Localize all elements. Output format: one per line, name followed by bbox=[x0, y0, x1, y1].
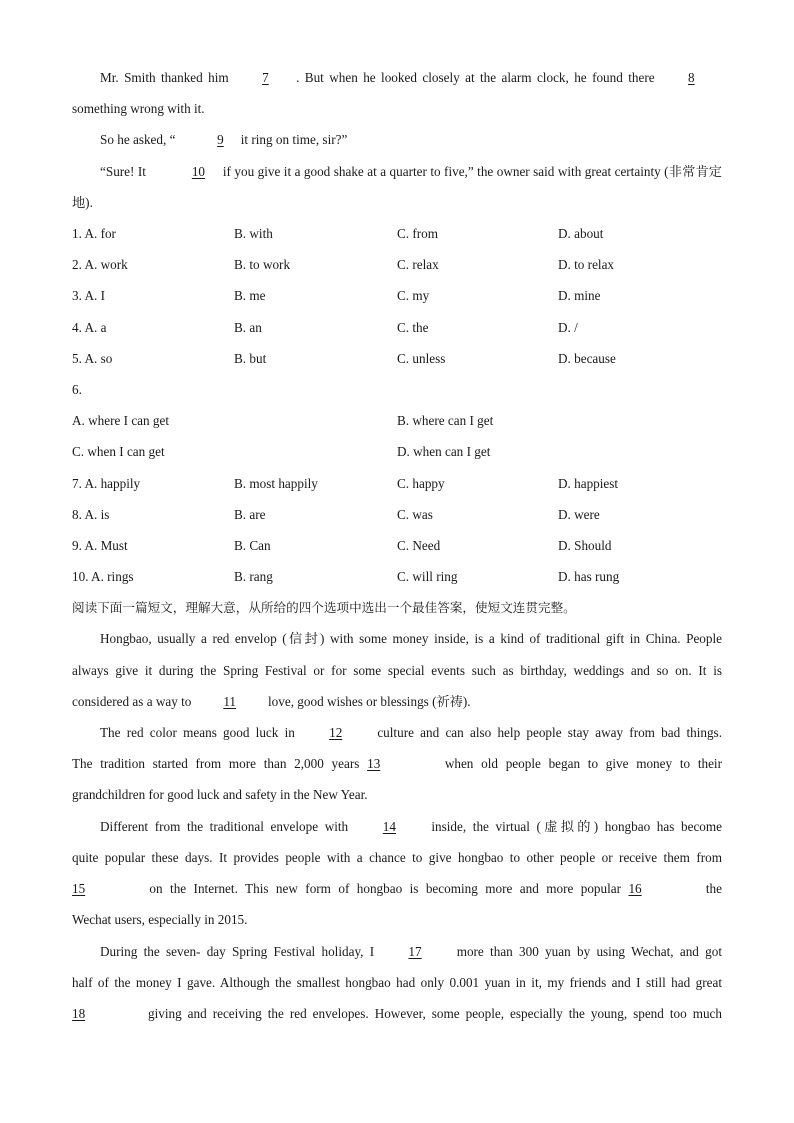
blank-14[interactable]: 14 bbox=[382, 818, 396, 834]
question-row bbox=[72, 249, 722, 280]
option-c[interactable]: C. will ring bbox=[397, 569, 458, 585]
question-number bbox=[72, 374, 722, 405]
option-d[interactable]: D. were bbox=[558, 506, 600, 522]
option-b[interactable]: B. but bbox=[234, 350, 267, 366]
text: love, good wishes or blessings (祈祷). bbox=[264, 693, 471, 709]
option-d[interactable]: D. because bbox=[558, 350, 616, 366]
option-b[interactable]: B. to work bbox=[234, 257, 291, 273]
paragraph bbox=[72, 62, 722, 93]
question-row bbox=[72, 343, 722, 374]
text: The red color means good luck in bbox=[100, 725, 302, 741]
blank-9[interactable]: 9 bbox=[217, 132, 224, 148]
text: The tradition started from more than 2,000 years bbox=[72, 756, 368, 772]
text: when old people began to give money to their bbox=[437, 756, 722, 772]
option-d[interactable]: D. mine bbox=[558, 288, 601, 304]
option-a[interactable]: 3. A. I bbox=[72, 288, 105, 304]
option-d[interactable]: D. about bbox=[558, 226, 604, 242]
paragraph-line: Hongbao, usually a red envelop (信封) with some money inside, is a kind of traditional gift in China. People bbox=[100, 631, 722, 647]
blank-17[interactable]: 17 bbox=[408, 943, 422, 959]
text: During the seven- day Spring Festival holiday, I bbox=[100, 943, 381, 959]
question-row bbox=[72, 405, 722, 436]
option-a[interactable]: 2. A. work bbox=[72, 257, 128, 273]
option-a[interactable]: 7. A. happily bbox=[72, 475, 141, 491]
paragraph-line: half of the money I gave. Although the smallest hongbao had only 0.001 yuan in it, my friends and I still had great bbox=[72, 974, 722, 990]
option-b[interactable]: B. most happily bbox=[234, 475, 318, 491]
option-a[interactable]: A. where I can get bbox=[72, 413, 170, 429]
text: giving and receiving the red envelopes. However, some people, especially the young, spend too much bbox=[142, 1005, 722, 1021]
paragraph bbox=[72, 873, 722, 904]
question-row bbox=[72, 280, 722, 311]
document-page bbox=[72, 62, 722, 1029]
paragraph-line: Wechat users, especially in 2015. bbox=[72, 912, 248, 928]
question-row bbox=[72, 218, 722, 249]
text: on the Internet. This new form of hongbao is becoming more and more popular bbox=[142, 881, 629, 897]
option-c[interactable]: C. Need bbox=[397, 537, 441, 553]
section-instruction: 阅读下面一篇短文，理解大意，从所给的四个选项中选出一个最佳答案，使短文连贯完整。 bbox=[72, 600, 576, 616]
text: . But when he looked closely at the alarm clock, he found there bbox=[296, 70, 660, 85]
option-a[interactable]: 1. A. for bbox=[72, 226, 116, 242]
text: “Sure! It bbox=[100, 163, 150, 179]
option-d[interactable]: D. Should bbox=[558, 537, 612, 553]
option-c[interactable]: C. relax bbox=[397, 257, 439, 273]
paragraph bbox=[72, 686, 722, 717]
paragraph bbox=[72, 156, 722, 218]
paragraph bbox=[72, 748, 722, 779]
option-c[interactable]: C. happy bbox=[397, 475, 445, 491]
paragraph-line: grandchildren for good luck and safety in the New Year. bbox=[72, 787, 368, 803]
text: inside, the virtual (虚拟的) hongbao has become bbox=[424, 818, 722, 834]
question-row bbox=[72, 499, 722, 530]
paragraph bbox=[72, 124, 722, 155]
blank-7[interactable]: 7 bbox=[262, 70, 269, 85]
option-b[interactable]: B. rang bbox=[234, 569, 273, 585]
text: it ring on time, sir?” bbox=[237, 132, 348, 148]
option-a[interactable]: 5. A. so bbox=[72, 350, 113, 366]
paragraph-line: something wrong with it. bbox=[72, 101, 205, 117]
option-a[interactable]: 8. A. is bbox=[72, 506, 110, 522]
text: culture and can also help people stay away from bad things. bbox=[371, 725, 722, 741]
option-d[interactable]: D. happiest bbox=[558, 475, 619, 491]
question-row bbox=[72, 312, 722, 343]
text: considered as a way to bbox=[72, 693, 195, 709]
option-b[interactable]: B. an bbox=[234, 319, 262, 335]
text: more than 300 yuan by using Wechat, and got bbox=[450, 943, 723, 959]
option-c[interactable]: C. the bbox=[397, 319, 429, 335]
option-d[interactable]: D. when can I get bbox=[397, 444, 491, 460]
question-row bbox=[72, 561, 722, 592]
blank-12[interactable]: 12 bbox=[329, 725, 343, 741]
option-c[interactable]: C. my bbox=[397, 288, 430, 304]
text: So he asked, “ bbox=[100, 132, 176, 148]
blank-11[interactable]: 11 bbox=[223, 693, 237, 709]
paragraph bbox=[72, 717, 722, 748]
option-a[interactable]: 9. A. Must bbox=[72, 537, 128, 553]
option-b[interactable]: B. Can bbox=[234, 537, 271, 553]
text: Different from the traditional envelope with bbox=[100, 818, 355, 834]
blank-13[interactable]: 13 bbox=[367, 756, 381, 772]
paragraph-line: quite popular these days. It provides people with a chance to give hongbao to other people or receive them from bbox=[72, 849, 722, 865]
blank-16[interactable]: 16 bbox=[628, 881, 642, 897]
option-d[interactable]: D. has rung bbox=[558, 569, 620, 585]
paragraph bbox=[72, 998, 722, 1029]
option-b[interactable]: B. where can I get bbox=[397, 413, 494, 429]
option-c[interactable]: C. when I can get bbox=[72, 444, 165, 460]
option-a[interactable]: 10. A. rings bbox=[72, 569, 134, 585]
question-6-label: 6. bbox=[72, 381, 82, 397]
text: Mr. Smith thanked him bbox=[100, 70, 235, 85]
option-b[interactable]: B. me bbox=[234, 288, 266, 304]
option-b[interactable]: B. are bbox=[234, 506, 266, 522]
question-row bbox=[72, 530, 722, 561]
blank-8[interactable]: 8 bbox=[688, 70, 695, 85]
paragraph bbox=[72, 811, 722, 842]
option-d[interactable]: D. / bbox=[558, 319, 578, 335]
option-c[interactable]: C. was bbox=[397, 506, 433, 522]
text: the bbox=[698, 881, 722, 897]
option-d[interactable]: D. to relax bbox=[558, 257, 615, 273]
option-a[interactable]: 4. A. a bbox=[72, 319, 107, 335]
blank-18[interactable]: 18 bbox=[72, 1005, 86, 1021]
option-c[interactable]: C. from bbox=[397, 226, 439, 242]
paragraph-line: always give it during the Spring Festival or for some special events such as birthday, weddings and so on. It is bbox=[72, 662, 722, 678]
option-c[interactable]: C. unless bbox=[397, 350, 446, 366]
text: if you give it a good shake at a quarter to five,” the owner said with great certainty (非常肯定地). bbox=[72, 163, 722, 210]
paragraph bbox=[72, 936, 722, 967]
blank-10[interactable]: 10 bbox=[191, 163, 205, 179]
option-b[interactable]: B. with bbox=[234, 226, 273, 242]
question-row bbox=[72, 468, 722, 499]
question-row bbox=[72, 436, 722, 467]
blank-15[interactable]: 15 bbox=[72, 881, 86, 897]
